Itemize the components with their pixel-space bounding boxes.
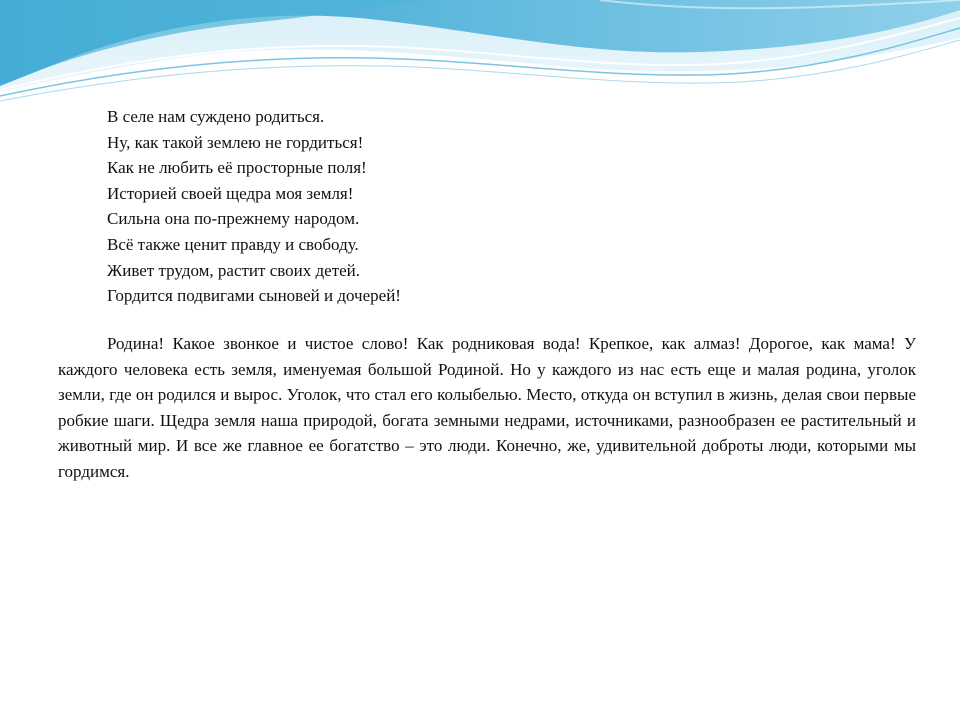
poem-line: В селе нам суждено родиться. — [107, 107, 325, 126]
poem-line: Сильна она по-прежнему народом. — [107, 209, 360, 229]
poem-line: Историей своей щедра моя земля! — [107, 183, 354, 203]
poem-line: Гордится подвигами сыновей и дочерей! — [107, 286, 401, 306]
poem-line: Как не любить её просторные поля! — [107, 158, 367, 178]
poem-line: Всё также ценит правду и свободу. — [107, 234, 359, 254]
poem-line: Живет трудом, растит своих детей. — [107, 260, 361, 280]
poem-stanza — [107, 104, 807, 309]
prose-paragraph: Родина! Какое звонкое и чистое слово! Как родниковая вода! Крепкое, как алмаз! Дорогое, как мама! У каждого человека есть земля, именуемая большой Родиной. Но у каждого из нас есть еще и малая родина, уголок земли, где он родился и вырос. Уголок, что стал его колыбелью. Место, откуда он вступил в жизнь, делая свои первые робкие шаги. Щедра земля наша природой, богата земными недрами, источниками, разнообразен ее растительный и животный мир. И все же главное ее богатство – это люди. Конечно, же, удивительной доброты люди, которыми мы гордимся. — [58, 334, 916, 481]
decorative-wave-header — [0, 0, 960, 110]
poem-line: Ну, как такой землею не гордиться! — [107, 132, 364, 152]
